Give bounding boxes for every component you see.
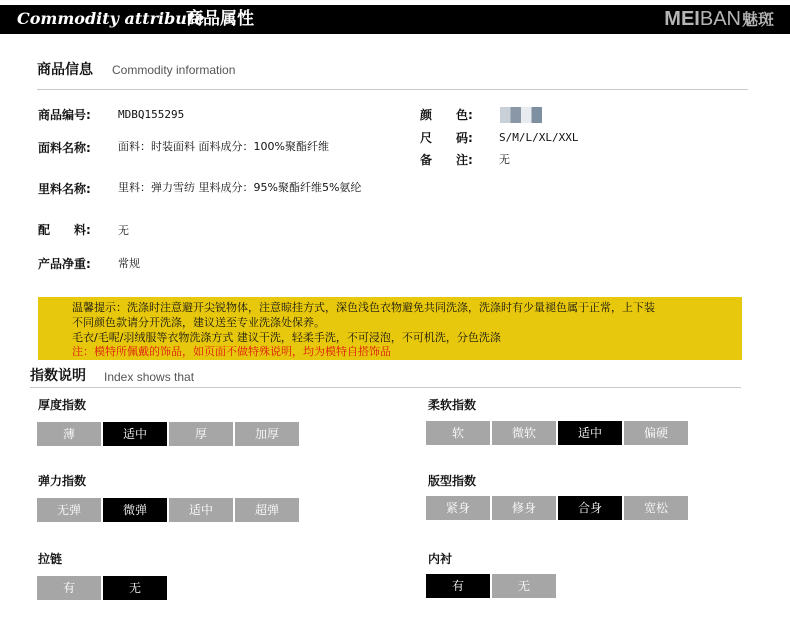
- index-option-selected: 无: [103, 576, 167, 600]
- index-option: 软: [426, 421, 490, 445]
- code-label: 商品编号:: [38, 108, 91, 122]
- index-option: 无: [492, 574, 556, 598]
- index-option: 宽松: [624, 496, 688, 520]
- size-value: S/M/L/XL/XXL: [499, 131, 579, 144]
- commodity-section-subtitle: Commodity information: [112, 63, 236, 77]
- index-option: 紧身: [426, 496, 490, 520]
- commodity-section-title: 商品信息: [37, 62, 93, 78]
- notice-line: 温馨提示：洗涤时注意避开尖锐物体，注意晾挂方式，深色浅色衣物避免共同洗涤，洗涤时有少量褪色属于正常，上下装: [72, 301, 655, 314]
- zipper-scale: [37, 576, 167, 600]
- index-option-selected: 微弹: [103, 498, 167, 522]
- accessory-label: 配 料:: [38, 223, 91, 237]
- index-option: 薄: [37, 422, 101, 446]
- fit-title: 版型指数: [428, 474, 477, 488]
- thickness-scale: [37, 422, 299, 446]
- fit-scale: [426, 496, 688, 520]
- color-swatch: [500, 107, 542, 123]
- index-option: 加厚: [235, 422, 299, 446]
- size-label: 尺 码:: [420, 131, 473, 145]
- softness-title: 柔软指数: [428, 398, 477, 412]
- index-option: 修身: [492, 496, 556, 520]
- accessory-value: 无: [118, 224, 129, 237]
- index-section-subtitle: Index shows that: [104, 370, 195, 384]
- divider: [30, 387, 741, 388]
- index-option: 有: [37, 576, 101, 600]
- header-bar: [0, 5, 790, 34]
- elasticity-title: 弹力指数: [38, 474, 87, 488]
- fabric-value: 面料：时装面料 面料成分：100%聚酯纤维: [118, 140, 329, 153]
- notice-accessory-note: 注：模特所佩戴的饰品，如页面不做特殊说明，均为模特自搭饰品: [72, 345, 391, 358]
- fabric-label: 面料名称:: [38, 141, 91, 155]
- lining-value: 里料：弹力雪纺 里料成分：95%聚酯纤维5%氨纶: [118, 181, 362, 194]
- note-value: 无: [499, 153, 510, 166]
- thickness-title: 厚度指数: [38, 398, 87, 412]
- weight-label: 产品净重:: [38, 257, 91, 271]
- index-option: 偏硬: [624, 421, 688, 445]
- header-title-cn: 商品属性: [186, 9, 254, 29]
- index-option: 厚: [169, 422, 233, 446]
- care-notice: [38, 297, 742, 360]
- weight-value: 常规: [118, 257, 140, 270]
- divider: [37, 89, 748, 90]
- brand-logo: MEIBAN魅斑: [664, 8, 774, 30]
- code-value: MDBQ155295: [118, 108, 185, 121]
- index-section-title: 指数说明: [30, 368, 86, 384]
- index-option-selected: 适中: [103, 422, 167, 446]
- index-option-selected: 合身: [558, 496, 622, 520]
- index-option: 微软: [492, 421, 556, 445]
- note-label: 备 注:: [420, 153, 473, 167]
- index-option: 适中: [169, 498, 233, 522]
- notice-line: 不同颜色款请分开洗涤，建议送至专业洗涤处保养。: [72, 316, 325, 329]
- inner-lining-scale: [426, 574, 556, 598]
- lining-label: 里料名称:: [38, 182, 91, 196]
- index-option-selected: 有: [426, 574, 490, 598]
- header-title-en: Commodity attribute: [17, 9, 205, 28]
- elasticity-scale: [37, 498, 299, 522]
- index-option: 无弹: [37, 498, 101, 522]
- color-label: 颜 色:: [420, 108, 473, 122]
- softness-scale: [426, 421, 688, 445]
- index-option-selected: 适中: [558, 421, 622, 445]
- index-option: 超弹: [235, 498, 299, 522]
- notice-line: 毛衣/毛呢/羽绒服等衣物洗涤方式 建议干洗，轻柔手洗，不可浸泡，不可机洗，分色洗涤: [72, 331, 501, 344]
- inner-lining-title: 内衬: [428, 552, 453, 566]
- zipper-title: 拉链: [38, 552, 63, 566]
